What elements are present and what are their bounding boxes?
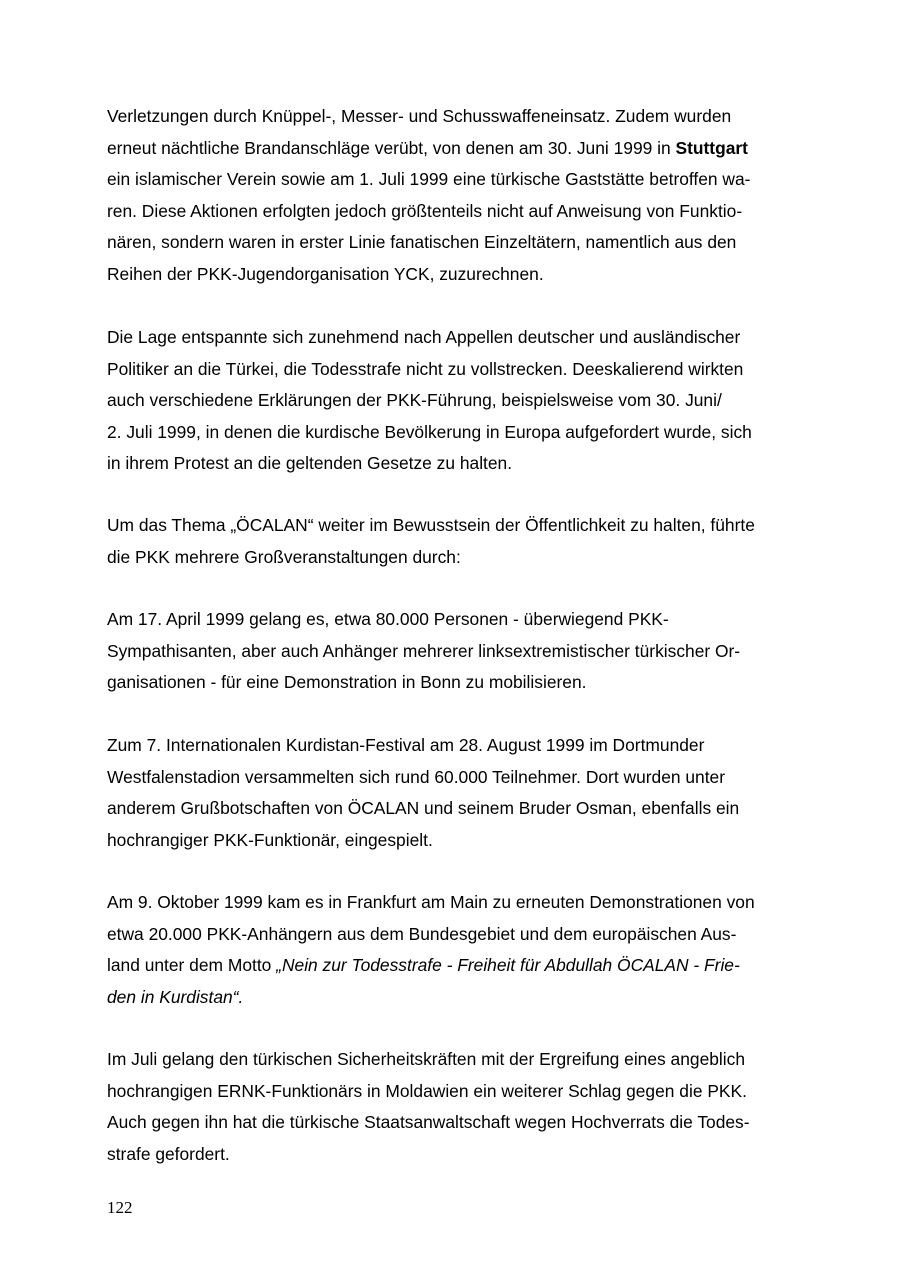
text-line: Am 9. Oktober 1999 kam es in Frankfurt am Main zu erneuten Demonstrationen von — [107, 892, 755, 912]
page-number: 122 — [107, 1198, 133, 1217]
paragraph-frankfurt-demonstration — [107, 887, 755, 1013]
paragraph-violence-arson — [107, 101, 750, 290]
text-line: Verletzungen durch Knüppel-, Messer- und Schusswaffeneinsatz. Zudem wurden — [107, 106, 732, 126]
text-line: Zum 7. Internationalen Kurdistan-Festival am 28. August 1999 im Dortmunder — [107, 735, 705, 755]
text-line: Westfalenstadion versammelten sich rund 60.000 Teilnehmer. Dort wurden unter — [107, 766, 726, 787]
text-line: ganisationen - für eine Demonstration in Bonn zu mobilisieren. — [107, 672, 587, 692]
paragraph-bonn-demonstration — [107, 604, 740, 699]
paragraph-moldova-arrest — [107, 1044, 750, 1170]
text-line: land unter dem Motto „Nein zur Todesstrafe - Freiheit für Abdullah ÖCALAN - Frie- — [107, 955, 740, 975]
text-line: auch verschiedene Erklärungen der PKK-Führung, beispielsweise vom 30. Juni/ — [107, 390, 722, 410]
text-line: Im Juli gelang den türkischen Sicherheitskräften mit der Ergreifung eines angeblich — [107, 1049, 746, 1069]
text-line: anderem Grußbotschaften von ÖCALAN und seinem Bruder Osman, ebenfalls ein — [107, 798, 740, 818]
italic-motto: „Nein zur Todesstrafe - Freiheit für Abdullah ÖCALAN - Frie- — [276, 955, 740, 975]
paragraph-kurdistan-festival — [107, 730, 739, 856]
text-line: Die Lage entspannte sich zunehmend nach Appellen deutscher und ausländischer — [107, 327, 741, 347]
text-line: Am 17. April 1999 gelang es, etwa 80.000 Personen - überwiegend PKK- — [107, 609, 669, 629]
text-line: die PKK mehrere Großveranstaltungen durch: — [107, 546, 461, 567]
text-line: erneut nächtliche Brandanschläge verübt, von denen am 30. Juni 1999 in Stuttgart — [107, 137, 748, 158]
paragraph-major-events-intro — [107, 510, 755, 573]
text-line: ren. Diese Aktionen erfolgten jedoch größtenteils nicht auf Anweisung von Funktio- — [107, 200, 743, 221]
paragraph-de-escalation — [107, 322, 752, 480]
text-line: Um das Thema „ÖCALAN“ weiter im Bewusstsein der Öffentlichkeit zu halten, führte — [107, 515, 755, 535]
italic-motto-continued: den in Kurdistan“. — [107, 986, 244, 1007]
text-line: in ihrem Protest an die geltenden Gesetze zu halten. — [107, 453, 513, 473]
text-line: hochrangiger PKK-Funktionär, eingespielt. — [107, 829, 433, 850]
text-line: Auch gegen ihn hat die türkische Staatsanwaltschaft wegen Hochverrats die Todes- — [107, 1112, 750, 1132]
bold-place-name: Stuttgart — [675, 137, 748, 158]
text-line: Reihen der PKK-Jugendorganisation YCK, zuzurechnen. — [107, 263, 544, 284]
text-line: 2. Juli 1999, in denen die kurdische Bevölkerung in Europa aufgefordert wurde, sich — [107, 421, 752, 442]
text-line: Politiker an die Türkei, die Todesstrafe nicht zu vollstrecken. Deeskalierend wirkten — [107, 358, 744, 379]
text-line: Sympathisanten, aber auch Anhänger mehrerer linksextremistischer türkischer Or- — [107, 640, 741, 661]
text-line: strafe gefordert. — [107, 1143, 230, 1164]
text-line: hochrangigen ERNK-Funktionärs in Moldawien ein weiterer Schlag gegen die PKK. — [107, 1080, 747, 1101]
text-line: etwa 20.000 PKK-Anhängern aus dem Bundesgebiet und dem europäischen Aus- — [107, 923, 737, 944]
text-line: nären, sondern waren in erster Linie fanatischen Einzeltätern, namentlich aus den — [107, 232, 737, 252]
text-line: ein islamischer Verein sowie am 1. Juli 1999 eine türkische Gaststätte betroffen wa- — [107, 169, 751, 189]
